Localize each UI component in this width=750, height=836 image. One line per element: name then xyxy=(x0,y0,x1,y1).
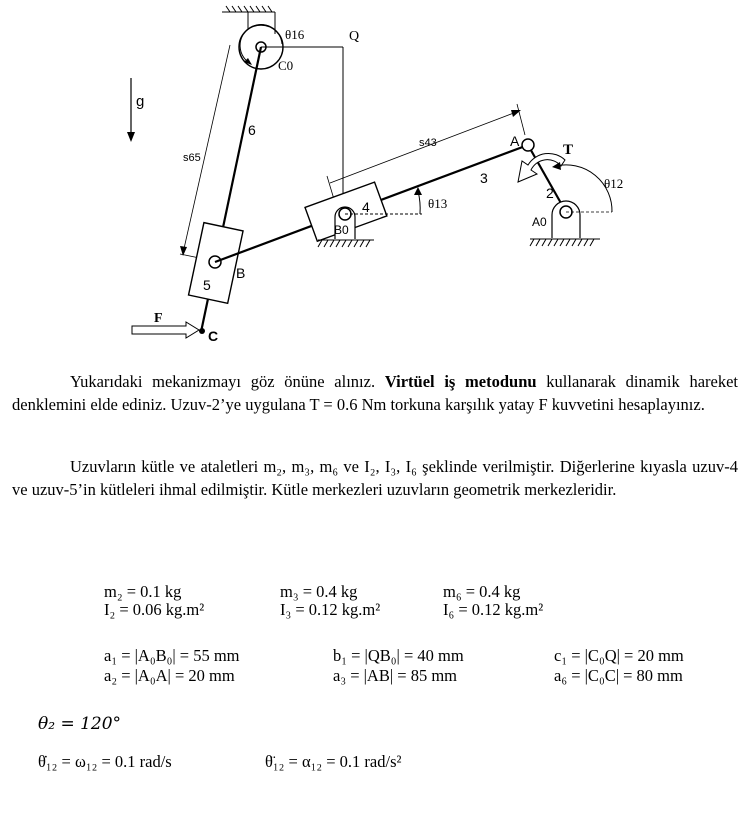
s43-ext-right xyxy=(517,104,525,135)
f-label: F xyxy=(154,311,163,326)
theta16-label: θ16 xyxy=(285,27,305,42)
link4-label: 4 xyxy=(362,199,370,215)
p1-text-b: kullanarak dinamik hareket denklemini elde ediniz. Uzuv-2’ye uygulana T = 0.6 Nm torkuna karşılık yatay F kuvvetini hesaplayınız. xyxy=(12,372,738,414)
link6-label: 6 xyxy=(248,122,256,138)
ground-b0 xyxy=(318,240,374,247)
problem-paragraph-1 xyxy=(12,370,738,416)
problem-paragraph-2 xyxy=(12,455,738,501)
p1-text-a: Yukarıdaki mekanizmayı göz önüne alınız. xyxy=(70,372,385,391)
s65-dim xyxy=(183,45,230,253)
link5-label: 5 xyxy=(203,277,211,293)
q-label: Q xyxy=(349,29,360,44)
given-i3: I₃ = 0.12 kg.m² xyxy=(280,600,381,619)
given-c1: c₁ = |C₀Q| = 20 mm xyxy=(554,646,684,665)
given-m2: m₂ = 0.1 kg xyxy=(104,582,182,601)
theta12-arrowhead xyxy=(552,162,561,170)
given-b1: b₁ = |QB₀| = 40 mm xyxy=(333,646,464,665)
a-label: A xyxy=(510,133,520,149)
g-label: g xyxy=(136,93,145,110)
a0-label: A0 xyxy=(532,215,547,229)
given-a6: a₆ = |C₀C| = 80 mm xyxy=(554,666,683,685)
given-a1: a₁ = |A₀B₀| = 55 mm xyxy=(104,646,240,665)
t-label: T xyxy=(563,142,574,158)
c0-label: C0 xyxy=(278,58,294,73)
theta13-label: θ13 xyxy=(428,196,448,211)
given-a2: a₂ = |A₀A| = 20 mm xyxy=(104,666,235,685)
given-m6: m₆ = 0.4 kg xyxy=(443,582,521,601)
given-theta2: θ₂ = 120° xyxy=(38,714,122,734)
link3-label: 3 xyxy=(480,170,488,186)
given-i2: I₂ = 0.06 kg.m² xyxy=(104,600,205,619)
force-f-arrow xyxy=(132,322,199,338)
b0-label: B0 xyxy=(334,223,349,237)
given-m3: m₃ = 0.4 kg xyxy=(280,582,358,601)
theta12-label: θ12 xyxy=(604,176,624,191)
s65-label: s65 xyxy=(183,152,201,164)
c-label: C xyxy=(208,328,219,344)
ground-c0 xyxy=(222,6,275,34)
gravity-arrowhead xyxy=(127,132,135,142)
p1-bold: Virtüel iş metodunu xyxy=(384,372,537,391)
pin-a xyxy=(522,139,534,151)
p2-text: Uzuvların kütle ve ataletleri m₂, m₃, m₆ ve I₂, I₃, I₆ şeklinde verilmiştir. Diğerlerine kıyasla uzuv-4 ve uzuv-5’in kütleleri ihmal edilmiştir. Kütle merkezleri uzuvların geometrik merkezleridir. xyxy=(12,457,738,499)
point-c xyxy=(199,328,205,334)
ground-a0 xyxy=(530,239,600,246)
s43-label: s43 xyxy=(419,137,437,149)
given-alpha12: θ̈₁₂ = α₁₂ = 0.1 rad/s² xyxy=(265,752,402,771)
b-label: B xyxy=(236,265,246,281)
link2-label: 2 xyxy=(546,185,554,201)
given-omega12: θ̇₁₂ = ω₁₂ = 0.1 rad/s xyxy=(38,752,172,771)
mechanism-figure xyxy=(0,0,750,350)
given-i6: I₆ = 0.12 kg.m² xyxy=(443,600,544,619)
given-a3: a₃ = |AB| = 85 mm xyxy=(333,666,458,685)
